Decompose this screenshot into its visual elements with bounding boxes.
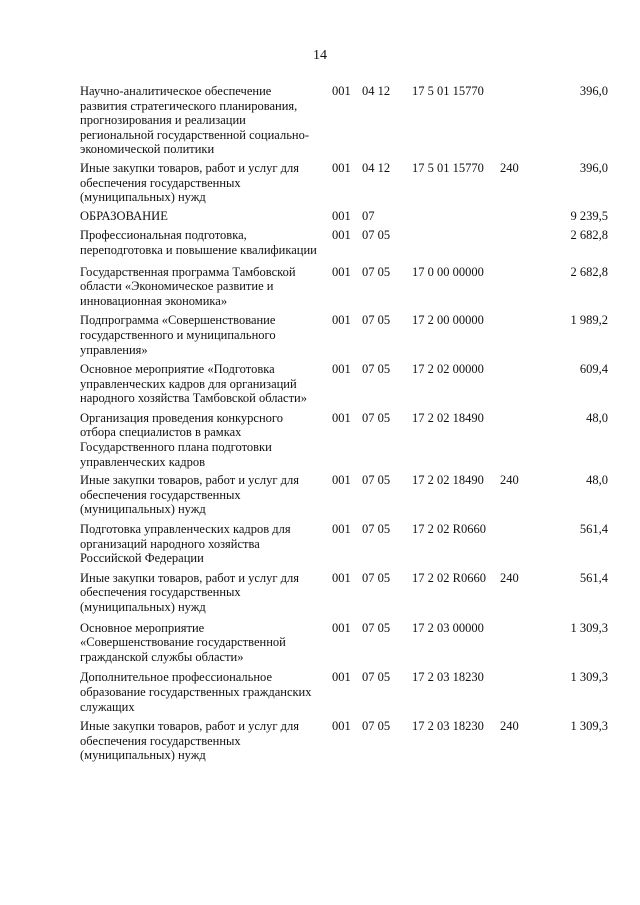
row-expense-type: 240 bbox=[500, 160, 519, 175]
table-row bbox=[0, 571, 640, 615]
table-row bbox=[0, 362, 640, 406]
row-amount: 2 682,8 bbox=[570, 264, 608, 279]
row-amount: 396,0 bbox=[579, 160, 608, 175]
row-target-code: 17 0 00 00000 bbox=[412, 264, 484, 279]
row-section-code: 07 05 bbox=[362, 410, 391, 425]
row-section-code: 07 05 bbox=[362, 620, 391, 635]
row-amount: 9 239,5 bbox=[570, 208, 608, 223]
row-target-code: 17 2 02 R0660 bbox=[412, 522, 486, 537]
row-ministry-code: 001 bbox=[332, 670, 351, 685]
table-row bbox=[0, 719, 640, 763]
row-section-code: 07 05 bbox=[362, 264, 391, 279]
row-target-code: 17 2 03 18230 bbox=[412, 719, 484, 734]
row-ministry-code: 001 bbox=[332, 570, 351, 585]
table-row bbox=[0, 209, 640, 224]
row-ministry-code: 001 bbox=[332, 313, 351, 328]
row-section-code: 07 05 bbox=[362, 313, 391, 328]
row-name: Профессиональная подготовка, переподготовка и повышение квалификации bbox=[80, 228, 317, 257]
row-amount: 561,4 bbox=[579, 570, 608, 585]
row-target-code: 17 2 00 00000 bbox=[412, 313, 484, 328]
row-amount: 1 989,2 bbox=[570, 313, 608, 328]
table-row bbox=[0, 228, 640, 257]
row-ministry-code: 001 bbox=[332, 264, 351, 279]
row-target-code: 17 2 02 00000 bbox=[412, 362, 484, 377]
row-ministry-code: 001 bbox=[332, 620, 351, 635]
row-amount: 609,4 bbox=[579, 362, 608, 377]
row-ministry-code: 001 bbox=[332, 228, 351, 243]
row-expense-type: 240 bbox=[500, 719, 519, 734]
budget-table bbox=[0, 84, 640, 763]
row-name: Подготовка управленческих кадров для организаций народного хозяйства Российской Федерации bbox=[80, 522, 291, 566]
row-amount: 2 682,8 bbox=[570, 228, 608, 243]
row-target-code: 17 5 01 15770 bbox=[412, 84, 484, 98]
row-name: Основное мероприятие «Подготовка управленческих кадров для организаций народного хозяйства Тамбовской области» bbox=[80, 362, 307, 406]
page-number: 14 bbox=[313, 48, 327, 63]
table-row bbox=[0, 670, 640, 714]
row-target-code: 17 5 01 15770 bbox=[412, 160, 484, 175]
row-name: ОБРАЗОВАНИЕ bbox=[80, 208, 168, 223]
row-ministry-code: 001 bbox=[332, 719, 351, 734]
row-ministry-code: 001 bbox=[332, 410, 351, 425]
row-section-code: 07 05 bbox=[362, 362, 391, 377]
row-ministry-code: 001 bbox=[332, 362, 351, 377]
row-section-code: 07 05 bbox=[362, 473, 391, 488]
table-row bbox=[0, 313, 640, 357]
row-amount: 561,4 bbox=[579, 522, 608, 537]
table-row bbox=[0, 411, 640, 469]
row-name: Организация проведения конкурсного отбора специалистов в рамках Государственного плана подготовки управленческих кадров bbox=[80, 410, 283, 469]
row-section-code: 04 12 bbox=[362, 160, 391, 175]
row-target-code: 17 2 02 18490 bbox=[412, 410, 484, 425]
row-expense-type: 240 bbox=[500, 473, 519, 488]
row-name: Государственная программа Тамбовской области «Экономическое развитие и инновационная экономика» bbox=[80, 264, 296, 308]
row-ministry-code: 001 bbox=[332, 84, 351, 98]
row-ministry-code: 001 bbox=[332, 522, 351, 537]
row-section-code: 07 05 bbox=[362, 570, 391, 585]
row-amount: 1 309,3 bbox=[570, 719, 608, 734]
row-ministry-code: 001 bbox=[332, 208, 351, 223]
row-name: Основное мероприятие «Совершенствование государственной гражданской службы области» bbox=[80, 620, 286, 664]
row-amount: 1 309,3 bbox=[570, 620, 608, 635]
row-section-code: 07 05 bbox=[362, 670, 391, 685]
row-amount: 48,0 bbox=[586, 473, 608, 488]
row-amount: 48,0 bbox=[586, 410, 608, 425]
table-row bbox=[0, 473, 640, 517]
row-name: Дополнительное профессиональное образование государственных гражданских служащих bbox=[80, 670, 312, 714]
row-section-code: 07 05 bbox=[362, 719, 391, 734]
row-name: Иные закупки товаров, работ и услуг для обеспечения государственных (муниципальных) нужд bbox=[80, 160, 300, 205]
row-ministry-code: 001 bbox=[332, 160, 351, 175]
row-name: Подпрограмма «Совершенствование государственного и муниципального управления» bbox=[80, 313, 276, 357]
row-name: Иные закупки товаров, работ и услуг для обеспечения государственных (муниципальных) нужд bbox=[80, 473, 300, 517]
table-row bbox=[0, 265, 640, 309]
table-row bbox=[0, 621, 640, 665]
row-ministry-code: 001 bbox=[332, 473, 351, 488]
row-section-code: 07 bbox=[362, 208, 375, 223]
row-section-code: 07 05 bbox=[362, 522, 391, 537]
table-row bbox=[0, 161, 640, 205]
row-target-code: 17 2 03 18230 bbox=[412, 670, 484, 685]
table-row bbox=[0, 84, 640, 157]
row-section-code: 04 12 bbox=[362, 84, 391, 98]
row-name: Иные закупки товаров, работ и услуг для обеспечения государственных (муниципальных) нужд bbox=[80, 719, 300, 763]
row-target-code: 17 2 02 R0660 bbox=[412, 570, 486, 585]
row-expense-type: 240 bbox=[500, 570, 519, 585]
row-amount: 396,0 bbox=[579, 84, 608, 98]
row-target-code: 17 2 02 18490 bbox=[412, 473, 484, 488]
row-section-code: 07 05 bbox=[362, 228, 391, 243]
row-target-code: 17 2 03 00000 bbox=[412, 620, 484, 635]
row-amount: 1 309,3 bbox=[570, 670, 608, 685]
table-row bbox=[0, 522, 640, 566]
row-name: Иные закупки товаров, работ и услуг для обеспечения государственных (муниципальных) нужд bbox=[80, 570, 300, 614]
row-name: Научно-аналитическое обеспечение развития стратегического планирования, прогнозирования и реализации региональной государственной социально-экономической политики bbox=[80, 84, 309, 157]
